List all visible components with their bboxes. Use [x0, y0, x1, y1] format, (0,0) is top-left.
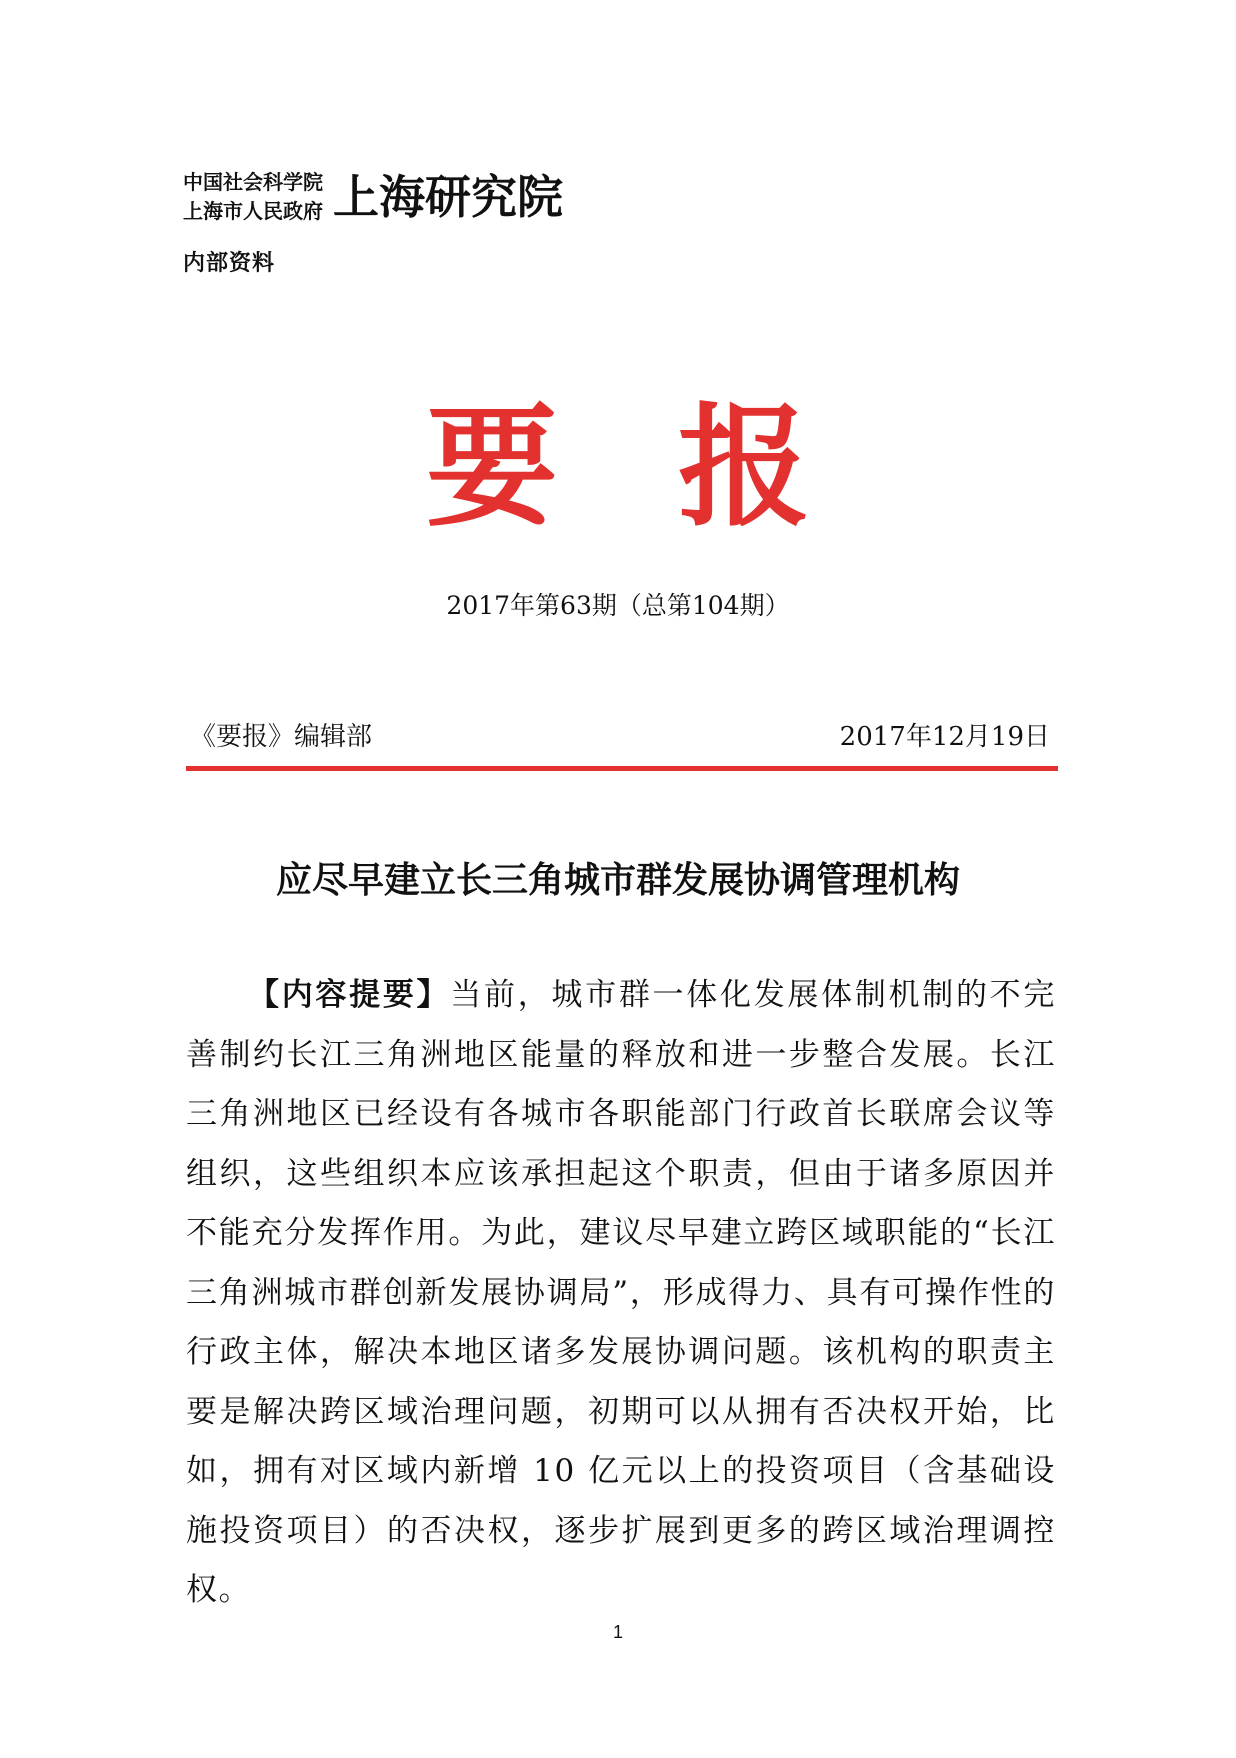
abstract-label: 【内容提要】: [248, 977, 451, 1013]
institute-name: 上海研究院: [333, 170, 563, 224]
institute-header: [183, 168, 563, 226]
masthead-char-1: 要: [426, 390, 558, 545]
parent-organizations: [183, 168, 323, 226]
abstract-text: 当前，城市群一体化发展体制机制的不完善制约长江三角洲地区能量的释放和进一步整合发展。长江三角洲地区已经设有各城市各职能部门行政首长联席会议等组织，这些组织本应该承担起这个职责，但由于诸多原因并不能充分发挥作用。为此，建议尽早建立跨区域职能的“长江三角洲城市群创新发展协调局”，形成得力、具有可操作性的行政主体，解决本地区诸多发展协调问题。该机构的职责主要是解决跨区域治理问题，初期可以从拥有否决权开始，比如，拥有对区域内新增 10 亿元以上的投资项目（含基础设施投资项目）的否决权，逐步扩展到更多的跨区域治理调控权。: [186, 977, 1056, 1608]
classification-label: 内部资料: [183, 250, 276, 276]
issue-number: 2017年第63期（总第104期）: [446, 591, 790, 620]
editor-department: 《要报》编辑部: [190, 722, 373, 752]
article-title: 应尽早建立长三角城市群发展协调管理机构: [275, 859, 960, 901]
abstract-paragraph: [186, 966, 1056, 1621]
org-cass: 中国社会科学院: [183, 170, 323, 194]
publication-date: 2017年12月19日: [839, 722, 1050, 752]
publication-meta: [190, 716, 1050, 753]
masthead-title: [0, 390, 1236, 545]
org-shanghai-government: 上海市人民政府: [183, 199, 323, 223]
page-number: 1: [612, 1622, 623, 1642]
masthead-char-2: 报: [678, 390, 810, 545]
red-divider-line: [186, 766, 1058, 771]
